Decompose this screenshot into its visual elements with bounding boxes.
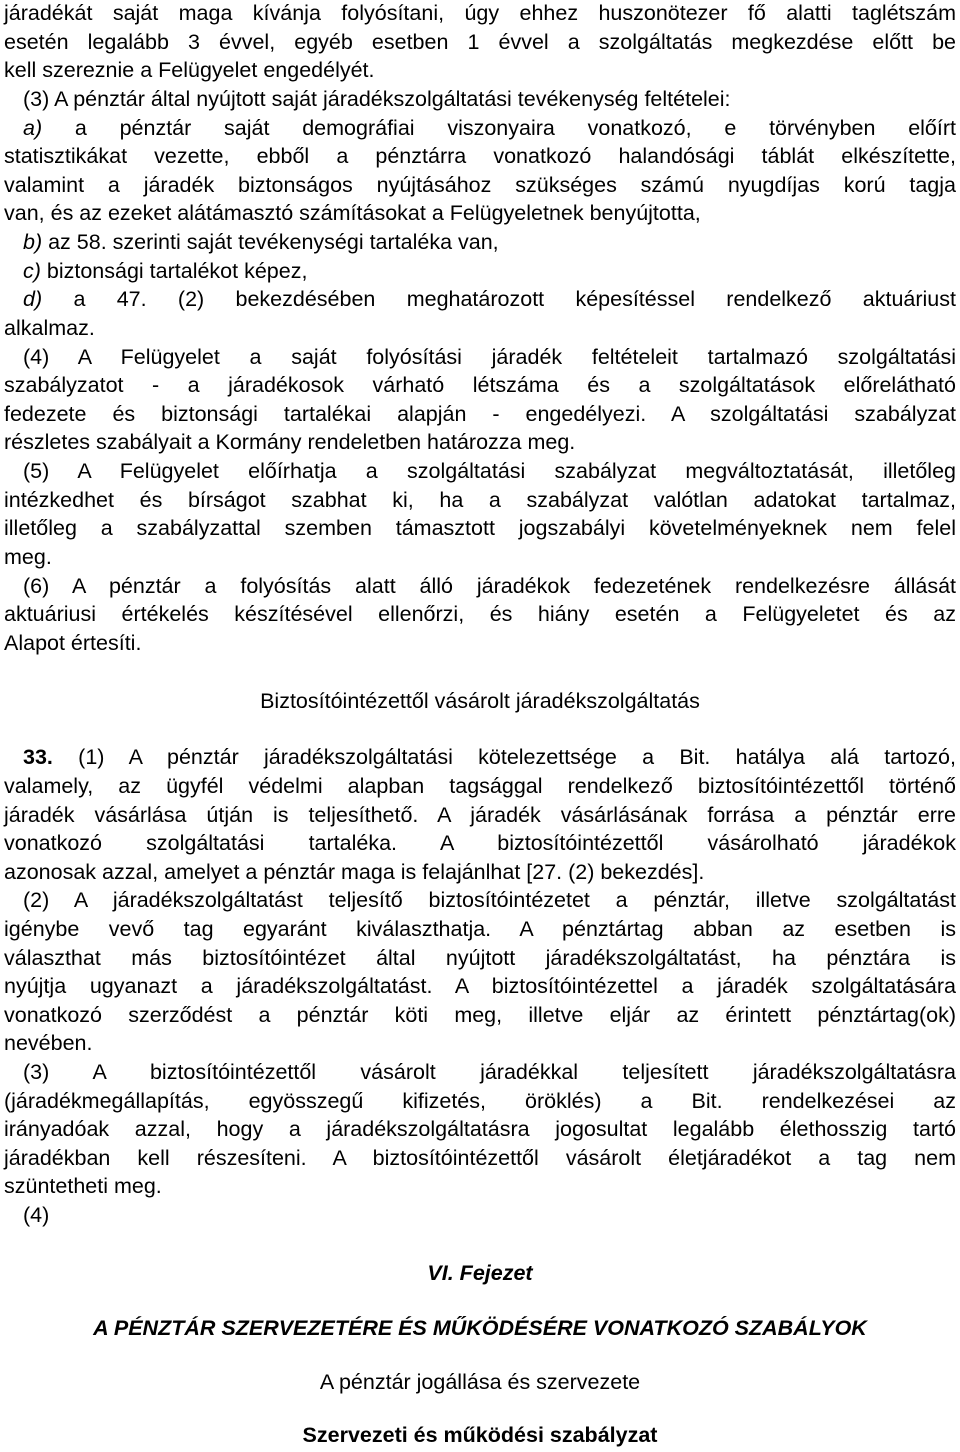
text-line: (2) A járadékszolgáltatást teljesítő biztosítóintézetet a pénztár, illetve szolgáltatást — [23, 888, 956, 912]
text-line: nevében. — [4, 1031, 93, 1055]
text-line: részletes szabályait a Kormány rendeletben határozza meg. — [4, 430, 576, 454]
text-line: (4) — [23, 1203, 50, 1227]
text-line: kell szereznie a Felügyelet engedélyét. — [4, 58, 375, 82]
text-line: intézkedhet és bírságot szabhat ki, ha a szabályzat valótlan adatokat tartalmaz, — [4, 488, 956, 512]
paragraph-3-heading: (3) A pénztár által nyújtott saját járadékszolgáltatási tevékenység feltételei: — [23, 87, 731, 111]
section-title: Biztosítóintézettől vásárolt járadékszolgáltatás — [260, 689, 700, 713]
text-line: (5) A Felügyelet előírhatja a szolgáltatási szabályzat megváltoztatását, illetőleg — [23, 459, 956, 483]
text-line: aktuáriusi értékelés készítésével ellenőrzi, és hiány esetén a Felügyeletet és az — [4, 602, 956, 626]
text-line: járadék vásárlása útján is teljesíthető. A járadék vásárlásának forrása a pénztár erre — [4, 803, 956, 827]
text-line: azonosak azzal, amelyet a pénztár maga is felajánlhat [27. (2) bekezdés]. — [4, 860, 705, 884]
text-line: vonatkozó szerződést a pénztár köti meg, illetve eljár az érintett pénztártag(ok) — [4, 1003, 956, 1027]
text-line: c) biztonsági tartalékot képez, — [23, 259, 308, 283]
text-line: statisztikákat vezette, ebből a pénztárra vonatkozó halandósági táblát elkészítette, — [4, 144, 956, 168]
text-line: (3) A biztosítóintézettől vásárolt járadékkal teljesített járadékszolgáltatásra — [23, 1060, 956, 1084]
text-line: igénybe vevő tag egyaránt kiválaszthatja. A pénztártag abban az esetben is — [4, 917, 956, 941]
text-line: van, és az ezeket alátámasztó számításokat a Felügyeletnek benyújtotta, — [4, 201, 701, 225]
text-line: d) a 47. (2) bekezdésében meghatározott képesítéssel rendelkező aktuáriust — [23, 287, 956, 311]
text-line: szüntetheti meg. — [4, 1174, 162, 1198]
section-subtitle: Szervezeti és működési szabályzat — [302, 1423, 658, 1447]
text-line: a) a pénztár saját demográfiai viszonyaira vonatkozó, e törvényben előírt — [23, 116, 956, 140]
text-line: járadékban kell részesíteni. A biztosítóintézettől vásárolt életjáradékot a tag nem — [4, 1146, 956, 1170]
text-line: irányadóak azzal, hogy a járadékszolgáltatásra jogosultat legalább élethosszig tartó — [4, 1117, 956, 1141]
text-line: nyújtja ugyanazt a járadékszolgáltatást. A biztosítóintézettel a járadék szolgáltatására — [4, 974, 956, 998]
text-line: vonatkozó szolgáltatási tartaléka. A biztosítóintézettől vásárolható járadékok — [4, 831, 956, 855]
text-line: meg. — [4, 545, 52, 569]
text-line: választhat más biztosítóintézet által nyújtott járadékszolgáltatást, ha pénztára is — [4, 946, 956, 970]
text-line: esetén legalább 3 évvel, egyéb esetben 1 évvel a szolgáltatás megkezdése előtt be — [4, 30, 956, 54]
text-line: alkalmaz. — [4, 316, 95, 340]
text-line: (járadékmegállapítás, egyösszegű kifizetés, öröklés) a Bit. rendelkezései az — [4, 1089, 956, 1113]
text-line: illetőleg a szabályzattal szemben támasztott jogszabályi követelményeknek nem felel — [4, 516, 956, 540]
text-line: valamely, az ügyfél védelmi alapban tagsággal rendelkező biztosítóintézettől történő — [4, 774, 956, 798]
text-line: valamint a járadék biztonságos nyújtásához szükséges számú nyugdíjas korú tagja — [4, 173, 956, 197]
text-line: 33. (1) A pénztár járadékszolgáltatási kötelezettsége a Bit. hatálya alá tartozó, — [23, 745, 956, 769]
text-line: járadékát saját maga kívánja folyósítani, úgy ehhez huszonötezer fő alatti taglétszám — [4, 1, 956, 25]
text-line: b) az 58. szerinti saját tevékenységi tartaléka van, — [23, 230, 499, 254]
subchapter-title: A pénztár jogállása és szervezete — [319, 1370, 641, 1394]
text-line: szabályzatot - a járadékosok várható létszáma és a szolgáltatások előrelátható — [4, 373, 956, 397]
chapter-number: VI. Fejezet — [427, 1261, 533, 1285]
text-line: Alapot értesíti. — [4, 631, 142, 655]
text-line: (4) A Felügyelet a saját folyósítási járadék feltételeit tartalmazó szolgáltatási — [23, 345, 956, 369]
chapter-title: A PÉNZTÁR SZERVEZETÉRE ÉS MŰKÖDÉSÉRE VONATKOZÓ SZABÁLYOK — [93, 1316, 867, 1340]
text-line: fedezete és biztonsági tartalékai alapján - engedélyezi. A szolgáltatási szabályzat — [4, 402, 956, 426]
text-line: (6) A pénztár a folyósítás alatt álló járadékok fedezetének rendelkezésre állását — [23, 574, 956, 598]
